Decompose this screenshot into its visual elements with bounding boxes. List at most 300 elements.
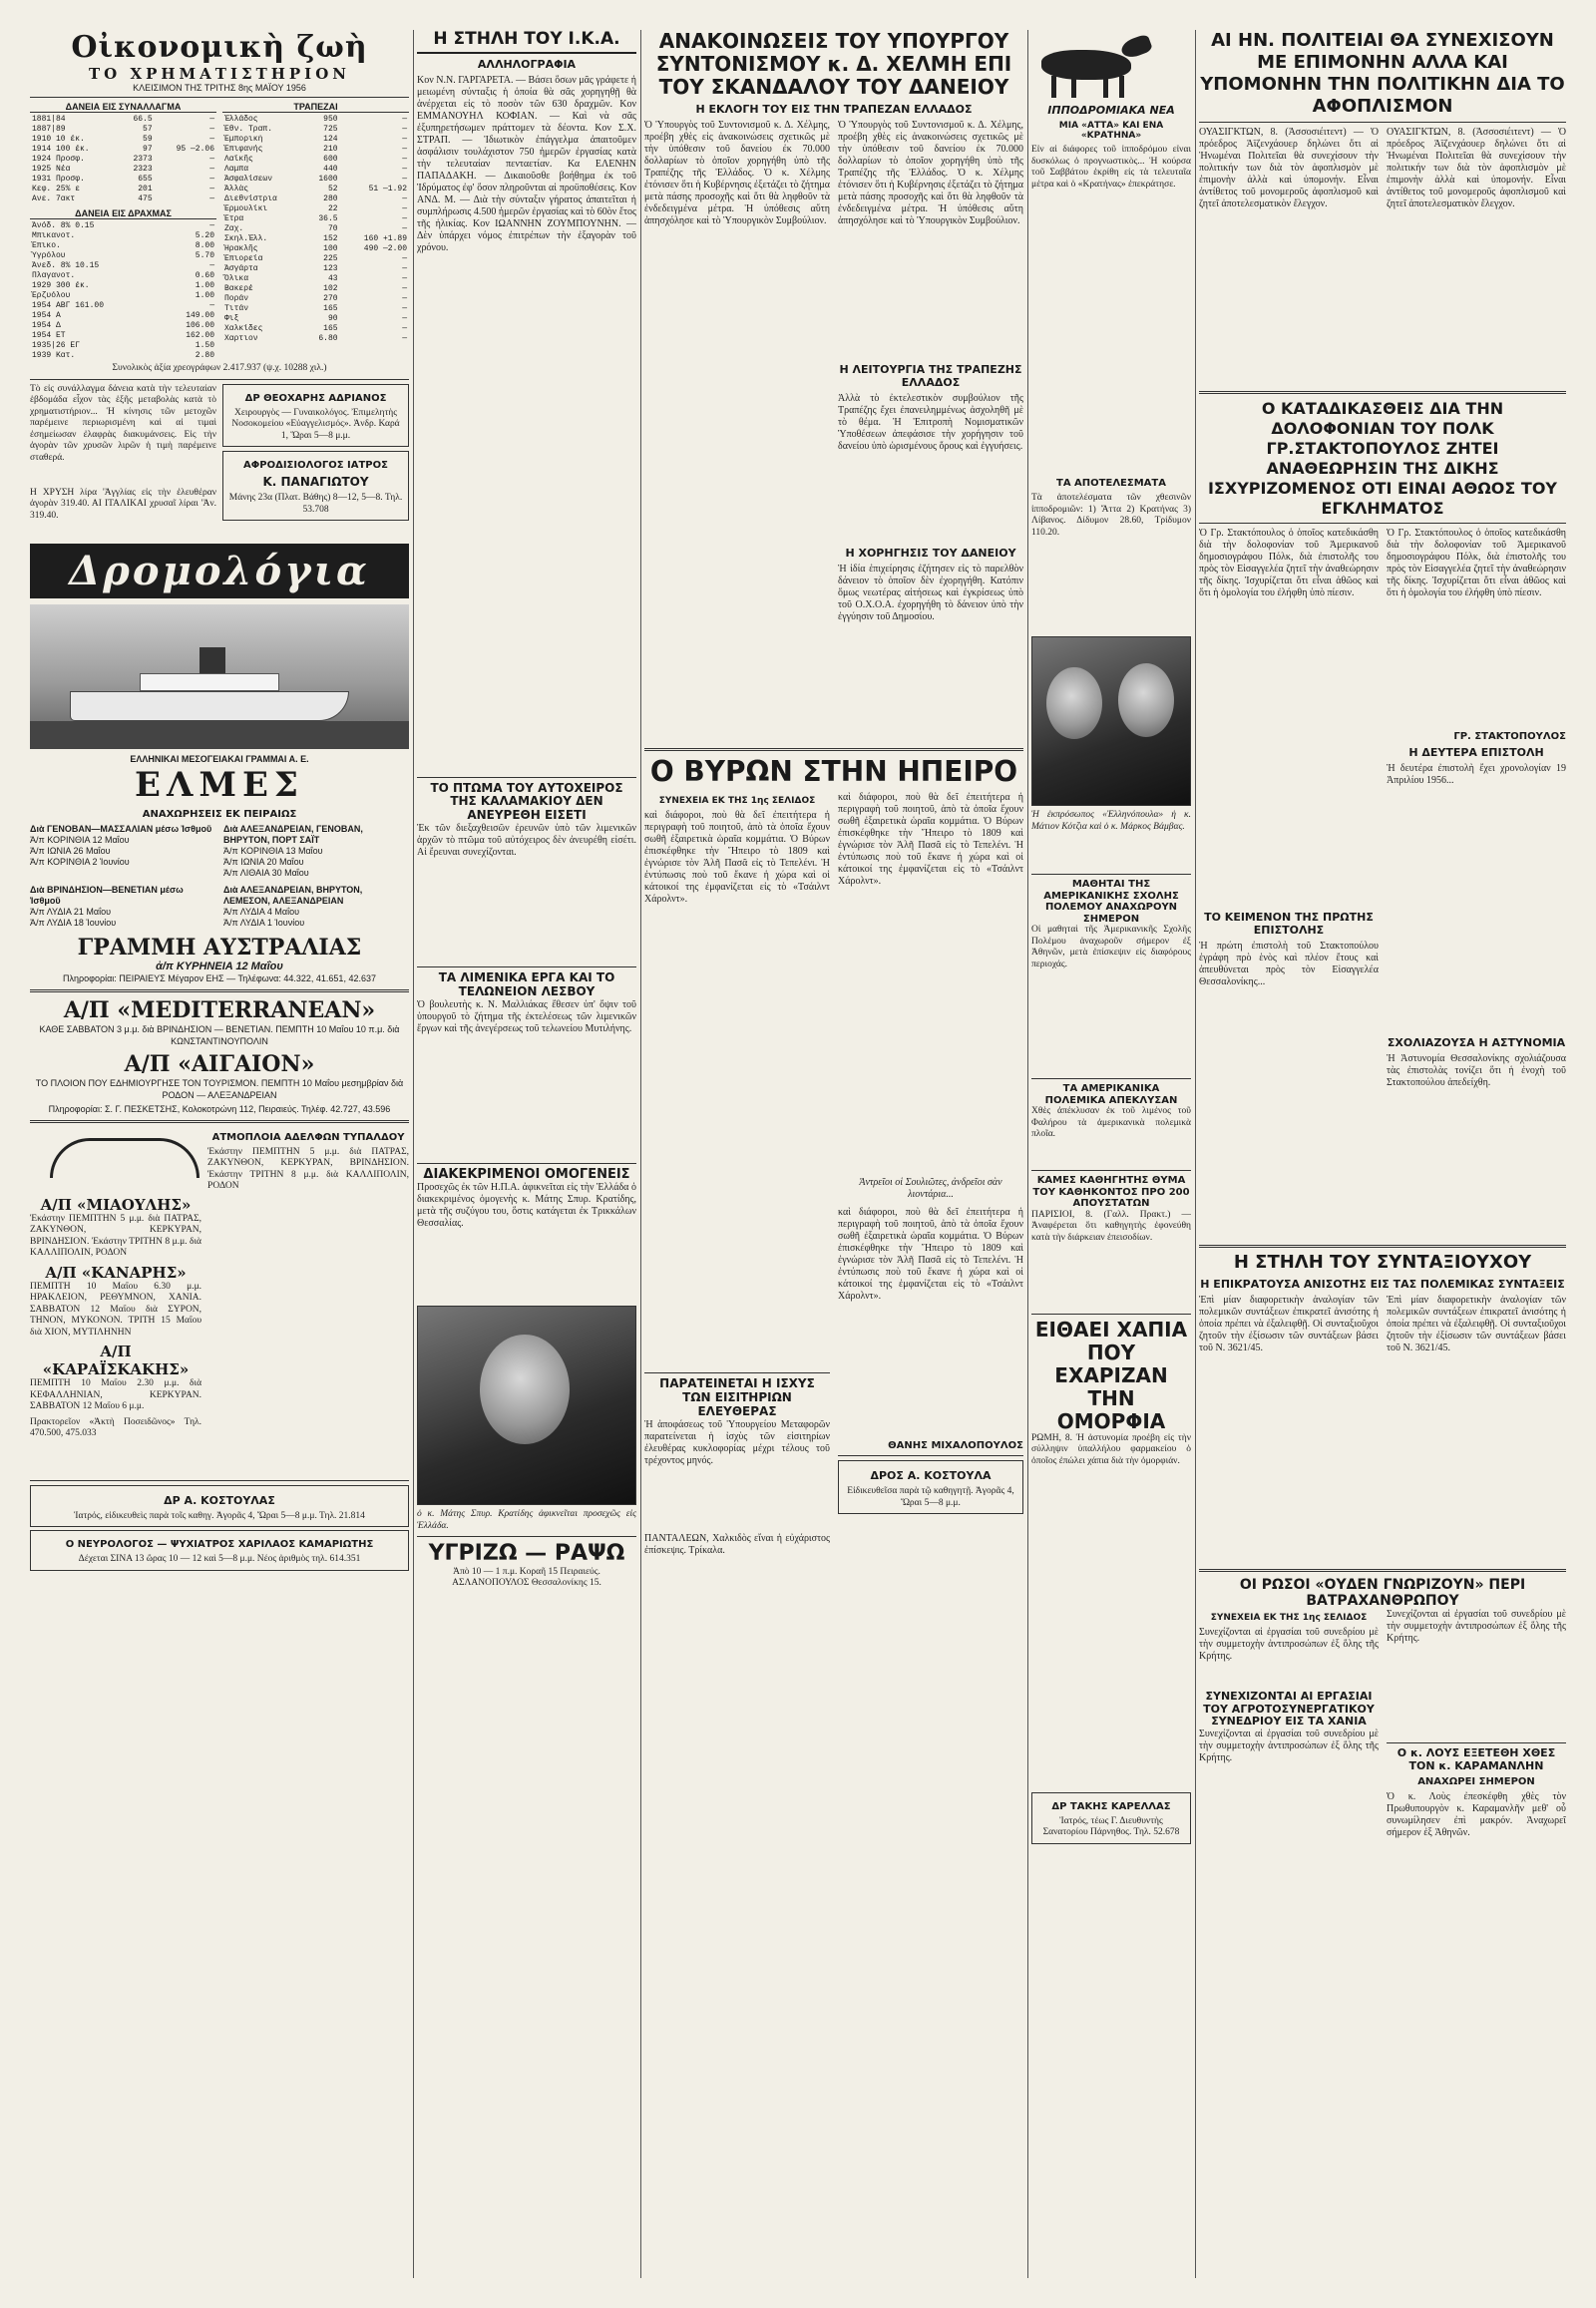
column-divider bbox=[1027, 30, 1028, 2278]
market-cell: 52 bbox=[327, 185, 338, 193]
loans-fx-table bbox=[30, 115, 216, 204]
market-row bbox=[30, 311, 216, 321]
market-row bbox=[222, 135, 409, 145]
police-comment-body: Ἡ Ἀστυνομία Θεσσαλονίκης σχολιάζουσα τὰς ἐπιστολὰς τονίζει ὅτι ἡ ἐνοχὴ τοῦ Στακτοπούλου ἀπεδείχθη. bbox=[1387, 1053, 1566, 1088]
market-cell: Ποράν bbox=[224, 294, 249, 303]
doctor-ad-karellas bbox=[1031, 1792, 1191, 1844]
market-total: Συνολικὸς ἀξία χρεογράφων 2.417.937 (ψ.χ. 10288 χιλ.) bbox=[112, 363, 327, 373]
market-cell: Ἐτρα bbox=[224, 214, 244, 223]
section-subhead: Η ΛΕΙΤΟΥΡΓΙΑ ΤΗΣ ΤΡΑΠΕΖΗΣ ΕΛΛΑΔΟΣ bbox=[839, 363, 1022, 389]
doctor-details: Ἰατρός, τέως Γ. Διευθυντὴς Σανατορίου Πάρνηθος. Τηλ. 52.678 bbox=[1042, 1815, 1180, 1837]
market-row bbox=[30, 281, 216, 291]
article-title: ΤΑ ΛΙΜΕΝΙΚΑ ΕΡΓΑ ΚΑΙ ΤΟ ΤΕΛΩΝΕΙΟΝ ΛΕΣΒΟΥ bbox=[438, 969, 615, 998]
market-cell: 1.00 bbox=[195, 281, 214, 290]
market-cell: 1887|89 bbox=[32, 125, 66, 134]
market-cell: — bbox=[402, 264, 407, 273]
article-body: Ἐκ τῶν διεξαχθεισῶν ἐρευνῶν ὑπὸ τῶν λιμενικῶν ἀρχῶν τὸ πτῶμα τοῦ αὐτόχειρος δὲν ἀνευρέθη εἰσέτι. Αἱ ἔρευναι συνεχίζονται. bbox=[417, 822, 636, 858]
market-cell: 43 bbox=[327, 274, 338, 283]
poem-excerpt: Ἀντρεῖοι οἱ Σουλιῶτες, ἀνδρεῖοι σὰν λιοντάρια... bbox=[859, 1177, 1002, 1201]
market-cell: 2.80 bbox=[195, 351, 214, 360]
market-cell: 1939 Κατ. bbox=[32, 351, 76, 360]
market-cell: Βακερέ bbox=[224, 284, 253, 293]
column-world-news bbox=[1199, 30, 1566, 2278]
market-cell: 22 bbox=[327, 204, 338, 213]
article-body: Ἡ ἀποφάσεως τοῦ Ὑπουργείου Μεταφορῶν παρατείνεται ἡ ἰσχὺς τῶν εἰσιτηρίων ἐλευθέρας κυκλοφορίας μέχρι τέλους τοῦ τρέχοντος μηνός. bbox=[644, 1418, 830, 1466]
aigaion-ship-title: Α/Π «ΑΙΓΑΙΟΝ» bbox=[124, 1050, 315, 1077]
typaldos-company: ΑΤΜΟΠΛΟΙΑ ΑΔΕΛΦΩΝ ΤΥΠΑΛΔΟΥ bbox=[211, 1131, 405, 1143]
market-cell: 1954 ΑΒΓ 161.00 bbox=[32, 301, 105, 310]
market-cell: 1.50 bbox=[195, 341, 214, 350]
route-line: Ἀ/π ΙΩΝΙΑ 26 Μαΐου bbox=[30, 845, 111, 856]
russia-frogman-headline: ΟΙ ΡΩΣΟΙ «ΟΥΔΕΝ ΓΝΩΡΙΖΟΥΝ» ΠΕΡΙ ΒΑΤΡΑΧΑΝΘΡΩΠΟΥ bbox=[1239, 1576, 1526, 1609]
market-row bbox=[30, 115, 216, 125]
doctor-name: ΔΡΟΣ Α. ΚΟΣΤΟΥΛΑ bbox=[870, 1469, 992, 1483]
market-cell: — bbox=[209, 115, 214, 124]
results-body: Τὰ ἀποτελέσματα τῶν χθεσινῶν ἱπποδρομιῶν: 1) Ἄττα 2) Κρατήνας 3) Λίβανος. Δίδυμον 28.60, Τρίδυμον 110.20. bbox=[1031, 493, 1191, 538]
us-disarmament-headline: ΑΙ ΗΝ. ΠΟΛΙΤΕΙΑΙ ΘΑ ΣΥΝΕΧΙΣΟΥΝ ΜΕ ΕΠΙΜΟΝΗΝ ΑΛΛΑ ΚΑΙ ΥΠΟΜΟΝΗΝ ΤΗΝ ΠΟΛΙΤΙΚΗΝ ΔΙΑ ΤΟ ΑΦΟΠΛΙΣΜΟΝ bbox=[1200, 30, 1565, 117]
market-cell: 1954 Δ bbox=[32, 321, 61, 330]
column-economy-and-shipping bbox=[30, 30, 409, 2278]
market-cell: Λαμπα bbox=[224, 165, 249, 174]
market-cell: 1925 Νέα bbox=[32, 165, 71, 174]
mediterranean-schedule: ΚΑΘΕ ΣΑΒΒΑΤΟΝ 3 μ.μ. διὰ ΒΡΙΝΔΗΣΙΟΝ — ΒΕΝΕΤΙΑΝ. ΠΕΜΠΤΗ 10 Μαΐου 10 π.μ. διὰ ΚΩΝΣΤΑΝΤΙΝΟΥΠΟΛΙΝ bbox=[39, 1023, 400, 1046]
main-subheadline: Η ΕΚΛΟΓΗ ΤΟΥ ΕΙΣ ΤΗΝ ΤΡΑΠΕΖΑΝ ΕΛΛΑΔΟΣ bbox=[695, 103, 973, 116]
market-cell: 475 bbox=[138, 194, 153, 203]
market-row bbox=[30, 231, 216, 241]
loans-drachma-caption: ΔΑΝΕΙΑ ΕΙΣ ΔΡΑΧΜΑΣ bbox=[30, 208, 216, 219]
route-schedule-2 bbox=[30, 885, 409, 929]
market-cell: Ἐπιφανής bbox=[224, 145, 263, 154]
ship-photo bbox=[30, 604, 409, 749]
market-row bbox=[30, 165, 216, 175]
market-row bbox=[222, 324, 409, 334]
market-cell: Ἐπικο. bbox=[32, 241, 61, 250]
aigaion-schedule: ΤΟ ΠΛΟΙΟΝ ΠΟΥ ΕΔΗΜΙΟΥΡΓΗΣΕ ΤΟΝ ΤΟΥΡΙΣΜΟΝ. ΠΕΜΠΤΗ 10 Μαΐου μεσημβρίαν διὰ ΡΟΔΟΝ — ΑΛΕΞΑΝΔΡΕΙΑΝ bbox=[35, 1077, 404, 1100]
pensioner-column-body: Ἐπὶ μίαν διαφορετικὴν ἀναλογίαν τῶν πολεμικῶν συντάξεων ἐπικρατεῖ ἀνισότης ἡ ὁποία πρέπει νὰ ἐξαλειφθῇ. Οἱ συνταξιοῦχοι ζητοῦν τὴν ἐξίσωσιν τῶν συντάξεων βάσει τοῦ Ν. 3621/45. bbox=[1199, 1294, 1379, 1353]
market-cell: — bbox=[402, 284, 407, 293]
route-line: Ἀ/π ΛΥΔΙΑ 1 Ἰουνίου bbox=[223, 917, 305, 928]
banks-table bbox=[222, 115, 409, 344]
market-cell: 2323 bbox=[133, 165, 153, 174]
market-row bbox=[30, 351, 216, 361]
doctor-ad-kostoula bbox=[838, 1460, 1023, 1514]
market-cell: Ἀνεδ. 8% 10.15 bbox=[32, 261, 100, 270]
market-cell: 165 bbox=[323, 324, 338, 333]
typaldos-schedule-text: Ἐκάστην ΠΕΜΠΤΗΝ 5 μ.μ. διὰ ΠΑΤΡΑΣ, ΖΑΚΥΝΘΟΝ, ΚΕΡΚΥΡΑΝ, ΒΡΙΝΔΗΣΙΟΝ. Ἐκάστην ΤΡΙΤΗΝ 8 μ.μ. διὰ ΚΑΛΛΙΠΟΛΙΝ, ΡΟΔΟΝ bbox=[207, 1146, 409, 1191]
market-cell: 6.80 bbox=[318, 334, 338, 343]
market-cell: 600 bbox=[323, 155, 338, 164]
doctor-ad-kamariotis bbox=[30, 1530, 409, 1571]
market-cell: 1935|26 ΕΓ bbox=[32, 341, 81, 350]
karamanlis-headline: Ο κ. ΛΟΥΣ ΕΞΕΤΕΘΗ ΧΘΕΣ ΤΟΝ κ. ΚΑΡΑΜΑΝΛΗΝ bbox=[1396, 1745, 1556, 1772]
article-body: Οἱ μαθηταὶ τῆς Ἀμερικανικῆς Σχολῆς Πολέμου ἀναχωροῦν σήμερον ἐξ Ἀθηνῶν, μετὰ ἐπίσκεψιν εἰς διαφόρους περιοχάς. bbox=[1031, 925, 1191, 969]
market-row bbox=[222, 294, 409, 304]
route-line: Ἀ/π ΙΩΝΙΑ 20 Μαΐου bbox=[223, 856, 304, 867]
market-cell: 280 bbox=[323, 194, 338, 203]
doctor-name: Ο ΝΕΥΡΟΛΟΓΟΣ — ΨΥΧΙΑΤΡΟΣ ΧΑΡΙΛΑΟΣ ΚΑΜΑΡΙΩΤΗΣ bbox=[65, 1539, 374, 1550]
main-headline: ΑΝΑΚΟΙΝΩΣΕΙΣ ΤΟΥ ΥΠΟΥΡΓΟΥ ΣΥΝΤΟΝΙΣΜΟΥ κ. Δ. ΧΕΛΜΗ ΕΠΙ ΤΟΥ ΣΚΑΝΔΑΛΟΥ ΤΟΥ ΔΑΝΕΙΟΥ bbox=[655, 30, 1012, 99]
market-row bbox=[222, 194, 409, 204]
market-row bbox=[222, 304, 409, 314]
market-cell: Ἐρζυόλου bbox=[32, 291, 71, 300]
route-schedule bbox=[30, 824, 409, 879]
market-row bbox=[222, 214, 409, 224]
market-cell: Ἀσφαλίσεων bbox=[224, 175, 273, 184]
market-cell: 95 —2.06 bbox=[176, 145, 214, 154]
conference-headline: ΣΥΝΕΧΙΖΟΝΤΑΙ ΑΙ ΕΡΓΑΣΙΑΙ ΤΟΥ ΑΓΡΟΤΟΣΥΝΕΡΓΑΤΙΚΟΥ ΣΥΝΕΔΡΙΟΥ ΕΙΣ ΤΑ ΧΑΝΙΑ bbox=[1203, 1689, 1375, 1729]
market-cell: Πλαγανοτ. bbox=[32, 271, 76, 280]
market-cell: — bbox=[402, 314, 407, 323]
article-title: ΔΙΑΚΕΚΡΙΜΕΝΟΙ ΟΜΟΓΕΝΕΙΣ bbox=[423, 1166, 630, 1182]
market-cell: 97 bbox=[143, 145, 153, 154]
market-cell: 5.70 bbox=[195, 251, 214, 260]
letter-signature: ΓΡ. ΣΤΑΚΤΟΠΟΥΛΟΣ bbox=[1453, 731, 1566, 742]
second-letter-body: Ἡ δευτέρα ἐπιστολὴ ἔχει χρονολογίαν 19 Ἀπριλίου 1956... bbox=[1387, 763, 1566, 786]
market-row bbox=[222, 145, 409, 155]
russia-frogman-body-cont: Συνεχίζονται αἱ ἐργασίαι τοῦ συνεδρίου μὲ τὴν συμμετοχὴν ἀντιπροσώπων ἐξ ὅλης τῆς Κρήτης. bbox=[1387, 1608, 1566, 1644]
route-line: Διὰ ΒΡΙΝΔΗΣΙΟΝ—ΒΕΝΕΤΙΑΝ μέσω Ἰσθμοῦ bbox=[30, 884, 184, 906]
market-row bbox=[30, 321, 216, 331]
market-cell: 225 bbox=[323, 254, 338, 263]
market-cell: — bbox=[402, 254, 407, 263]
conference-body: Συνεχίζονται αἱ ἐργασίαι τοῦ συνεδρίου μὲ τὴν συμμετοχὴν ἀντιπροσώπων ἐξ ὅλης τῆς Κρήτης. bbox=[1199, 1728, 1379, 1763]
us-disarmament-body: ΟΥΑΣΙΓΚΤΩΝ, 8. (Ἀσσοσιέιτεντ) — Ὁ πρόεδρος Ἀϊζενχάουερ δηλώνει ὅτι αἱ Ἡνωμέναι Πολιτεῖαι θὰ συνεχίσουν τὴν πολιτικήν των διὰ τὸν ἀφοπλισμὸν μὲ ἐπιμονὴν ἀλλὰ καὶ ὑπομονήν. Εἶναι ἀντίθετος τοῦ μονομεροῦς ἀφοπλισμοῦ καὶ ζητεῖ ἀποτελεσματικὸν ἔλεγχον. bbox=[1199, 127, 1379, 209]
market-cell: — bbox=[209, 194, 214, 203]
market-cell: 106.00 bbox=[186, 321, 214, 330]
market-cell: 152 bbox=[323, 234, 338, 243]
market-cell: — bbox=[402, 115, 407, 124]
market-cell: 160 +1.89 bbox=[363, 234, 407, 243]
market-cell: Ἐρμουλίκι bbox=[224, 204, 268, 213]
doctor-name: Κ. ΠΑΝΑΓΙΩΤΟΥ bbox=[262, 475, 369, 489]
route-line: Ἀ/π ΛΥΔΙΑ 18 Ἰουνίου bbox=[30, 917, 117, 928]
article-body: ΡΩΜΗ, 8. Ἡ ἀστυνομία προέβη εἰς τὴν σύλληψιν ὑπαλλήλου φαρμακείου ὁ ὁποῖος ἐπώλει χάπια διὰ τὴν ὀμορφιάν. bbox=[1031, 1432, 1191, 1466]
article-body: ΠΑΡΙΣΙΟΙ, 8. (Γαλλ. Πρακτ.) — Ἀναφέρεται ὅτι καθηγητὴς ἐφονεύθη κατὰ τὴν διάρκειαν ἐπεισοδίων. bbox=[1031, 1209, 1191, 1243]
ad-title: ΥΓΡΙΖΩ — ΡΑΨΩ bbox=[428, 1541, 625, 1567]
agents-info: Πληροφορίαι: ΠΕΙΡΑΙΕΥΣ Μέγαρον ΕΗΣ — Τηλέφωνα: 44.322, 41.651, 42.637 bbox=[63, 972, 376, 983]
market-cell: Τιτάν bbox=[224, 304, 249, 313]
route-line: Ἀ/π ΚΟΡΙΝΘΙΑ 13 Μαΐου bbox=[223, 845, 323, 856]
market-cell: 270 bbox=[323, 294, 338, 303]
pensioner-column-body-cont: Ἐπὶ μίαν διαφορετικὴν ἀναλογίαν τῶν πολεμικῶν συντάξεων ἐπικρατεῖ ἀνισότης ἡ ὁποία πρέπει νὰ ἐξαλειφθῇ. Οἱ συνταξιοῦχοι ζητοῦν τὴν ἐξίσωσιν τῶν συντάξεων βάσει τοῦ Ν. 3621/45. bbox=[1387, 1294, 1566, 1353]
stock-exchange-title: ΤΟ ΧΡΗΜΑΤΙΣΤΗΡΙΟΝ bbox=[89, 65, 350, 83]
market-cell: Ὄλικα bbox=[224, 274, 249, 283]
market-cell: — bbox=[402, 214, 407, 223]
market-cell: 0.60 bbox=[195, 271, 214, 280]
market-row bbox=[222, 155, 409, 165]
column-divider bbox=[640, 30, 641, 2278]
continued-note: ΣΥΝΕΧΕΙΑ ΕΚ ΤΗΣ 1ης ΣΕΛΙΔΟΣ bbox=[1210, 1612, 1368, 1623]
market-cell: — bbox=[402, 274, 407, 283]
market-cell: 66.5 bbox=[133, 115, 153, 124]
personal-notice: ΠΑΝΤΑΛΕΩΝ, Χαλκιδὸς εἴναι ἡ εὐχάριστος ἐπίσκεψις. Τρίκαλα. bbox=[644, 1532, 830, 1556]
market-row bbox=[30, 341, 216, 351]
market-cell: 90 bbox=[327, 314, 338, 323]
market-cell: — bbox=[209, 261, 214, 270]
polk-case-headline: Ο ΚΑΤΑΔΙΚΑΣΘΕΙΣ ΔΙΑ ΤΗΝ ΔΟΛΟΦΟΝΙΑΝ ΤΟΥ ΠΟΛΚ ΓΡ.ΣΤΑΚΤΟΠΟΥΛΟΣ ΖΗΤΕΙ ΑΝΑΘΕΩΡΗΣΙΝ ΤΗΣ ΔΙΚΗΣ ΙΣΧΥΡΙΖΟΜΕΝΟΣ ΟΤΙ ΕΙΝΑΙ ΑΘΩΟΣ ΤΟΥ ΕΓΚΛΗΜΑΤΟΣ bbox=[1207, 399, 1558, 518]
market-cell: Ἐθν. Τραπ. bbox=[224, 125, 273, 134]
column-sports-misc bbox=[1031, 30, 1191, 2278]
pensioner-column-title: Η ΣΤΗΛΗ ΤΟΥ ΣΥΝΤΑΞΙΟΥΧΟΥ bbox=[1233, 1252, 1532, 1273]
market-tables bbox=[30, 102, 409, 361]
market-row bbox=[222, 314, 409, 324]
column-divider bbox=[1195, 30, 1196, 2278]
market-cell: 100 bbox=[323, 244, 338, 253]
market-cell: Ἡρακλῆς bbox=[224, 244, 258, 253]
departures-heading: ΑΝΑΧΩΡΗΣΕΙΣ ΕΚ ΠΕΙΡΑΙΩΣ bbox=[142, 808, 297, 820]
market-cell: — bbox=[402, 194, 407, 203]
market-cell: — bbox=[402, 324, 407, 333]
us-disarmament-body-cont: ΟΥΑΣΙΓΚΤΩΝ, 8. (Ἀσσοσιέιτεντ) — Ὁ πρόεδρος Ἀϊζενχάουερ δηλώνει ὅτι αἱ Ἡνωμέναι Πολιτεῖαι θὰ συνεχίσουν τὴν πολιτικήν των διὰ τὸν ἀφοπλισμὸν μὲ ἐπιμονὴν ἀλλὰ καὶ ὑπομονήν. Εἶναι ἀντίθετος τοῦ μονομεροῦς ἀφοπλισμοῦ καὶ ζητεῖ ἀποτελεσματικὸν ἔλεγχον. bbox=[1387, 127, 1566, 209]
couple-photo bbox=[1031, 636, 1191, 806]
doctor-details: Μάνης 23α (Πλατ. Βάθης) 8—12, 5—8. Τηλ. 53.708 bbox=[228, 493, 403, 515]
market-cell: 201 bbox=[138, 185, 153, 193]
byron-article-body-cont: καὶ διάφοροι, ποὺ θὰ δεῖ ἐπειτήτερα ἡ περιγραφὴ τοῦ ποιητοῦ, ἀπὸ τὰ ὁποῖα ἔχουν σωθῆ ἐξαιρετικὰ ὡραῖα κομμάτια. Ὁ Βύρων ἐπισκέφθηκε τὴν Ἤπειρο τὸ 1809 καὶ ἐγνώρισε τὸν Ἀλῆ Πασᾶ εἰς τὸ Τεπελένι. Ἡ ἐντύπωσις ποὺ τοῦ ἔκανε ἡ χώρα καὶ οἱ κάτοικοί της ἐμφανίζεται εἰς τὸ «Τσάιλντ Χάρολντ». bbox=[838, 792, 1023, 888]
market-cell: Ἀνόδ. 8% 0.15 bbox=[32, 221, 95, 230]
market-row bbox=[222, 274, 409, 284]
ika-subtitle: ΑΛΛΗΛΟΓΡΑΦΙΑ bbox=[477, 57, 577, 71]
market-row bbox=[222, 175, 409, 185]
route-line: Ἀ/π ΛΥΔΙΑ 4 Μαΐου bbox=[223, 906, 300, 917]
shipping-company-name: ΕΛΛΗΝΙΚΑΙ ΜΕΣΟΓΕΙΑΚΑΙ ΓΡΑΜΜΑΙ Α. Ε. bbox=[130, 753, 309, 764]
market-cell: 2373 bbox=[133, 155, 153, 164]
market-cell: Λαϊκῆς bbox=[224, 155, 253, 164]
market-cell: 1954 ΕΤ bbox=[32, 331, 66, 340]
market-cell: 36.5 bbox=[318, 214, 338, 223]
doctor-details: Ἰατρός, εἰδικευθεὶς παρὰ τοῖς καθηγ. Ἀγορᾶς 4, Ὥραι 5—8 μ.μ. Τηλ. 21.814 bbox=[74, 1510, 365, 1521]
agency-info: Πρακτορεῖον «Ἀκτὴ Ποσειδῶνος» Τηλ. 470.500, 475.033 bbox=[30, 1416, 202, 1438]
polk-case-body-cont: Ὁ Γρ. Στακτόπουλος ὁ ὁποῖος κατεδικάσθη διὰ τὴν δολοφονίαν τοῦ Ἀμερικανοῦ δημοσιογράφου Πόλκ, διὰ ἐπιστολῆς του πρὸς τὸν Εἰσαγγελέα ζητεῖ τὴν ἀναθεώρησιν τῆς δίκης. Ἰσχυρίζεται ὅτι εἶναι ἀθῶος καὶ ὅτι ἡ ὁμολογία του ἐλήφθη ὑπὸ πίεσιν. bbox=[1387, 528, 1566, 598]
kanaris-schedule: ΠΕΜΠΤΗ 10 Μαΐου 6.30 μ.μ. ΗΡΑΚΛΕΙΟΝ, ΡΕΘΥΜΝΟΝ, ΧΑΝΙΑ. ΣΑΒΒΑΤΟΝ 12 Μαΐου διὰ ΣΥΡΟΝ, ΤΗΝΟΝ, ΜΥΚΟΝΟΝ. ΤΡΙΤΗ 15 Μαΐου διὰ ΧΙΟΝ, ΜΥΤΙΛΗΝΗΝ bbox=[30, 1281, 202, 1338]
market-cell: 123 bbox=[323, 264, 338, 273]
man-portrait-photo bbox=[417, 1306, 636, 1505]
horse-racing-title: ΙΠΠΟΔΡΟΜΙΑΚΑ ΝΕΑ bbox=[1047, 104, 1175, 117]
market-cell: — bbox=[402, 125, 407, 134]
ika-column-title: Η ΣΤΗΛΗ ΤΟΥ Ι.Κ.Α. bbox=[417, 30, 636, 54]
market-row bbox=[222, 115, 409, 125]
market-cell: Χαλκίδες bbox=[224, 324, 263, 333]
market-row bbox=[30, 241, 216, 251]
market-row bbox=[30, 145, 216, 155]
market-row bbox=[222, 185, 409, 194]
article-title: ΤΟ ΠΤΩΜΑ ΤΟΥ ΑΥΤΟΧΕΙΡΟΣ ΤΗΣ ΚΑΛΑΜΑΚΙΟΥ ΔΕΝ ΑΝΕΥΡΕΘΗ ΕΙΣΕΤΙ bbox=[430, 780, 623, 823]
route-line: Ἀ/π ΛΥΔΙΑ 21 Μαΐου bbox=[30, 906, 112, 917]
article-title: ΠΑΡΑΤΕΙΝΕΤΑΙ Η ΙΣΧΥΣ ΤΩΝ ΕΙΣΙΤΗΡΙΩΝ ΕΛΕΥΘΕΡΑΣ bbox=[659, 1376, 815, 1418]
market-cell: 51 —1.92 bbox=[368, 185, 407, 193]
doctor-name: ΔΡ ΘΕΟΧΑΡΗΣ ΑΔΡΙΑΝΟΣ bbox=[244, 392, 387, 404]
route-line: Ἀ/π ΛΙΘΑΙΑ 30 Μαΐου bbox=[223, 867, 309, 878]
market-cell: Ἑλλάδος bbox=[224, 115, 258, 124]
market-cell: 490 —2.00 bbox=[363, 244, 407, 253]
market-row bbox=[222, 125, 409, 135]
market-cell: — bbox=[402, 224, 407, 233]
doctor-details: Εἰδικευθεῖσα παρὰ τῷ καθηγητῇ. Ἀγορᾶς 4, Ὥραι 5—8 μ.μ. bbox=[847, 1486, 1014, 1508]
market-cell: 1910 10 έκ. bbox=[32, 135, 85, 144]
doctor-specialty: ΑΦΡΟΔΙΣΙΟΛΟΓΟΣ ΙΑΤΡΟΣ bbox=[243, 460, 388, 471]
market-cell: — bbox=[209, 301, 214, 310]
article-title: ΜΑΘΗΤΑΙ ΤΗΣ ΑΜΕΡΙΚΑΝΙΚΗΣ ΣΧΟΛΗΣ ΠΟΛΕΜΟΥ ΑΝΑΧΩΡΟΥΝ ΣΗΜΕΡΟΝ bbox=[1043, 879, 1179, 925]
article-body: Ὁ βουλευτὴς κ. Ν. Μαλλιάκας ἔθεσεν ὑπ' ὄψιν τοῦ ὑπουργοῦ τὸ ζήτημα τῆς ἐκτελέσεως τῶν λιμενικῶν ἔργων καὶ τῆς ἀνεγέρσεως τοῦ τελωνείου Μυτιλήνης. bbox=[417, 998, 636, 1034]
market-cell: 1.00 bbox=[195, 291, 214, 300]
australia-line-title: ΓΡΑΜΜΗ ΑΥΣΤΡΑΛΙΑΣ bbox=[77, 934, 362, 961]
market-cell: — bbox=[402, 294, 407, 303]
section-body: Ἡ ἰδία ἐπιχείρησις ἐζήτησεν εἰς τὸ παρελθὸν δάνειον τὸ ὁποῖον δὲν ἐχορηγήθη. Κατόπιν ὅμως νεωτέρας αἰτήσεως καὶ ἐγκρίσεως ὑπὸ τοῦ Ο.Χ.Ο.Α. ἐχορηγήθη τὸ δάνειον ὑπὸ τὴν ἐγγύησιν τοῦ Δημοσίου. bbox=[838, 564, 1023, 622]
market-cell: 57 bbox=[143, 125, 153, 134]
doctor-name: ΔΡ Α. ΚΟΣΤΟΥΛΑΣ bbox=[164, 1493, 275, 1507]
schedules-banner: Δρομολόγια bbox=[30, 544, 409, 598]
market-cell: 70 bbox=[327, 224, 338, 233]
byron-headline: Ο ΒΥΡΩΝ ΣΤΗΝ ΗΠΕΙΡΟ bbox=[649, 755, 1018, 788]
market-cell: — bbox=[209, 165, 214, 174]
horse-jockey-drawing bbox=[1031, 30, 1191, 100]
banks-caption: ΤΡΑΠΕΖΑΙ bbox=[222, 102, 409, 113]
market-cell: — bbox=[402, 165, 407, 174]
column-divider bbox=[413, 30, 414, 2278]
column-main-news bbox=[644, 30, 1023, 2278]
market-cell: 1929 300 έκ. bbox=[32, 281, 90, 290]
article-body: Χθὲς ἀπέκλυσαν ἐκ τοῦ λιμένος τοῦ Φαλήρου τὰ ἀμερικανικὰ πολεμικὰ πλοῖα. bbox=[1031, 1106, 1191, 1139]
market-cell: 440 bbox=[323, 165, 338, 174]
photo-caption: Ἡ ἐκπρόσωπος «Ἐλληνόπουλα» ἡ κ. Μάτιον Κότζια καὶ ὁ κ. Μάρκος Βάμβας. bbox=[1031, 810, 1191, 832]
market-row bbox=[30, 251, 216, 261]
market-cell: — bbox=[402, 145, 407, 154]
market-cell: 149.00 bbox=[186, 311, 214, 320]
ad-headline: ΕΙΘΑΕΙ ΧΑΠΙΑ ΠΟΥ ΕΧΑΡΙΖΑΝ ΤΗΝ ΟΜΟΡΦΙΑ bbox=[1034, 1317, 1188, 1433]
byron-article-body-end: καὶ διάφοροι, ποὺ θὰ δεῖ ἐπειτήτερα ἡ περιγραφὴ τοῦ ποιητοῦ, ἀπὸ τὰ ὁποῖα ἔχουν σωθῆ ἐξαιρετικὰ ὡραῖα κομμάτια. Ὁ Βύρων ἐπισκέφθηκε τὴν Ἤπειρο τὸ 1809 καὶ ἐγνώρισε τὸν Ἀλῆ Πασᾶ εἰς τὸ Τεπελένι. Ἡ ἐντύπωσις ποὺ τοῦ ἔκανε ἡ χώρα καὶ οἱ κάτοικοί της ἐμφανίζεται εἰς τὸ «Τσάιλντ Χάρολντ». bbox=[838, 1207, 1023, 1303]
market-cell: 165 bbox=[323, 304, 338, 313]
market-cell: — bbox=[402, 204, 407, 213]
letter-title: ΤΟ ΚΕΙΜΕΝΟΝ ΤΗΣ ΠΡΩΤΗΣ ΕΠΙΣΤΟΛΗΣ bbox=[1204, 911, 1374, 937]
market-row bbox=[222, 244, 409, 254]
karamanlis-body: Ὁ κ. Λοὺς ἐπεσκέφθη χθὲς τὸν Πρωθυπουργὸν κ. Καραμανλῆν μεθ' οὗ συνωμίλησεν ἐπὶ μακρόν. Ἀναχωρεῖ σήμερον ἐξ Ἀθηνῶν. bbox=[1387, 1791, 1566, 1839]
article-body: Προσεχῶς ἐκ τῶν Η.Π.Α. ἀφικνεῖται εἰς τὴν Ἑλλάδα ὁ διακεκριμένος ὁμογενὴς κ. Μάτης Σπυρ. Κρατίδης, μετὰ τῆς συζύγου του, ὅστις κατάγεται ἐκ Τρικκάλων Θεσσαλίας. bbox=[417, 1182, 636, 1230]
market-cell: — bbox=[209, 155, 214, 164]
market-cell: 1931 Προσφ. bbox=[32, 175, 85, 184]
karamanlis-subhead: ΑΝΑΧΩΡΕΙ ΣΗΜΕΡΟΝ bbox=[1417, 1776, 1535, 1788]
market-row bbox=[30, 125, 216, 135]
market-row bbox=[30, 331, 216, 341]
miaoulis-ship-title: Α/Π «ΜΙΑΟΥΛΗΣ» bbox=[40, 1195, 192, 1214]
market-row bbox=[222, 224, 409, 234]
market-cell: Ἐμπορικὴ bbox=[224, 135, 263, 144]
pensioner-column-subtitle: Η ΕΠΙΚΡΑΤΟΥΣΑ ΑΝΙΣΟΤΗΣ ΕΙΣ ΤΑΣ ΠΟΛΕΜΙΚΑΣ ΣΥΝΤΑΞΕΙΣ bbox=[1200, 1277, 1565, 1291]
horse-racing-subtitle: ΜΙΑ «ΑΤΤΑ» ΚΑΙ ΕΝΑ «ΚΡΑΤΗΝΑ» bbox=[1058, 121, 1164, 141]
russia-frogman-body: Συνεχίζονται αἱ ἐργασίαι τοῦ συνεδρίου μὲ τὴν συμμετοχὴν ἀντιπροσώπων ἐξ ὅλης τῆς Κρήτης. bbox=[1199, 1626, 1379, 1662]
photo-caption: ὁ κ. Μάτης Σπυρ. Κρατίδης ἀφικνεῖται προσεχῶς εἰς Ἑλλάδα. bbox=[417, 1509, 636, 1531]
doctor-name: ΔΡ ΤΑΚΗΣ ΚΑΡΕΛΛΑΣ bbox=[1051, 1800, 1171, 1812]
main-article-body-cont: Ὁ Ὑπουργὸς τοῦ Συντονισμοῦ κ. Δ. Χέλμης, προέβη χθὲς εἰς ἀνακοινώσεις σχετικῶς μὲ τὴν ὑπόθεσιν τοῦ δανείου ἐκ 70.000 δολλαρίων τὸ ὁποῖον χορηγήθη ὑπὸ τῆς Τραπέζης τῆς Ἑλλάδος. Ὁ κ. Χέλμης ἐτόνισεν ὅτι ἡ Κυβέρνησις ἐξετάζει τὸ ζήτημα μετὰ πάσης προσοχῆς καὶ ὅτι θὰ ληφθοῦν τὰ ἐνδεδειγμένα μέτρα. Ἡ ὑπόθεσις αὕτη ἀπησχόλησε καὶ τὸ Ὑπουργικὸν Συμβούλιον. bbox=[838, 120, 1023, 226]
karaiskakis-schedule: ΠΕΜΠΤΗ 10 Μαΐου 2.30 μ.μ. διὰ ΚΕΦΑΛΛΗΝΙΑΝ, ΚΕΡΚΥΡΑΝ. ΣΑΒΒΑΤΟΝ 12 Μαΐου 6 μ.μ. bbox=[30, 1378, 202, 1411]
market-cell: Ὑγρόλου bbox=[32, 251, 66, 260]
market-row bbox=[222, 204, 409, 214]
doctor-ad-panagiotou bbox=[222, 451, 409, 521]
market-row bbox=[30, 221, 216, 231]
market-cell: — bbox=[209, 185, 214, 193]
market-cell: — bbox=[209, 125, 214, 134]
route-line: Διὰ ΑΛΕΞΑΝΔΡΕΙΑΝ, ΓΕΝΟΒΑΝ, ΒΗΡΥΤΟΝ, ΠΟΡΤ ΣΑΪΤ bbox=[223, 823, 363, 845]
market-cell: 950 bbox=[323, 115, 338, 124]
market-row bbox=[30, 194, 216, 204]
market-row bbox=[222, 234, 409, 244]
column-ika bbox=[417, 30, 636, 2278]
polk-case-body: Ὁ Γρ. Στακτόπουλος ὁ ὁποῖος κατεδικάσθη διὰ τὴν δολοφονίαν τοῦ Ἀμερικανοῦ δημοσιογράφου Πόλκ, διὰ ἐπιστολῆς του πρὸς τὸν Εἰσαγγελέα ζητεῖ τὴν ἀναθεώρησιν τῆς δίκης. Ἰσχυρίζεται ὅτι εἶναι ἀθῶος καὶ ὅτι ἡ ὁμολογία του ἐλήφθη ὑπὸ πίεσιν. bbox=[1199, 528, 1379, 598]
continued-note: ΣΥΝΕΧΕΙΑ ΕΚ ΤΗΣ 1ης ΣΕΛΙΔΟΣ bbox=[658, 796, 816, 807]
article-title: ΚΑΜΕΣ ΚΑΘΗΓΗΤΗΣ ΘΥΜΑ ΤΟΥ ΚΑΘΗΚΟΝΤΟΣ ΠΡΟ 200 ΑΠΟΥΣΤΑΤΩΝ bbox=[1032, 1175, 1190, 1209]
ika-letters-body: Κον Ν.Ν. ΓΑΡΓΑΡΕΤΑ. — Βάσει ὅσων μᾶς γράφετε ἡ μειωμένη σύνταξις ἡ ὁποία θὰ σᾶς χορηγηθῇ θὰ ἀνέρχεται εἰς τὸ ποσὸν τῶν 630 δραχμῶν. Κον ΕΜΜΑΝΟΥΗΛ ΚΟΦΙΑΝ. — Καὶ νὰ σᾶς ἐξυπηρετήσωμεν πράττομεν τὰ δέοντα. Κον Σ.Χ. ΣΤΡΑΠ. — Ἰδιωτικὸν ἐπάγγελμα ἀπαιτοῦμεν ἀσφάλισιν τουλάχιστον 750 ἡμερῶν ἐργασίας κατὰ τὴν τελευταίαν πενταετίαν. Κα ΕΛΕΝΗΝ ΠΑΠΑΔΑΚΗ. — Δικαιοῦσθε βοήθημα ἐκ τοῦ Ἱδρύματος ἐφ' ὅσον πληροῦνται αἱ προϋποθέσεις. Κον ΑΝΔ. Μ. — Διὰ τὴν σύνταξιν γήρατος ἀπαιτεῖται ἡ συμπλήρωσις 4.500 ἡμερῶν ἐργασίας καὶ τὸ 60ὸν ἔτος τῆς ἡλικίας. Κον ΙΩΑΝΝΗΝ ΖΟΥΜΠΟΥΝΗΝ. — Δὲν ὑπάρχει νόμος ἐπιτρέπων τὴν ἐξαγορὰν τοῦ χρόνου. bbox=[417, 74, 636, 253]
market-row bbox=[30, 271, 216, 281]
market-cell: — bbox=[209, 175, 214, 184]
byron-author: ΘΑΝΗΣ ΜΙΧΑΛΟΠΟΥΛΟΣ bbox=[888, 1440, 1023, 1452]
market-cell: — bbox=[209, 135, 214, 144]
market-commentary: Τὸ εἰς συνάλλαγμα δάνεια κατὰ τὴν τελευταίαν ἑβδομάδα εἶχον τὰς ἑξῆς μεταβολὰς κατὰ τὸ χρηματιστήριον... Ἡ κίνησις τῶν μετοχῶν παρέμεινε περιωρισμένη καὶ αἱ τιμαὶ ἐσημείωσαν ἐλαφρὰς διακυμάνσεις. Εἰς τὴν ἀγορὰν τῶν χρυσῶν λιρῶν ἡ τιμὴ παρέμεινε σταθερά. bbox=[30, 383, 216, 463]
market-cell: Σκηλ.Ἑλλ. bbox=[224, 234, 268, 243]
market-row bbox=[30, 301, 216, 311]
doctor-ad-kostoulas bbox=[30, 1485, 409, 1528]
market-row bbox=[222, 334, 409, 344]
market-cell: Μπικανοτ. bbox=[32, 231, 76, 240]
market-cell: 1954 Α bbox=[32, 311, 61, 320]
route-line: Ἀ/π ΚΟΡΙΝΘΙΑ 2 Ἰουνίου bbox=[30, 856, 130, 867]
market-row bbox=[222, 284, 409, 294]
market-cell: 1600 bbox=[318, 175, 338, 184]
market-cell: 162.00 bbox=[186, 331, 214, 340]
mediterranean-ship-title: Α/Π «MEDITERRANEAN» bbox=[63, 996, 376, 1023]
australia-ship: ἀ/π ΚΥΡΗΝΕΙΑ 12 Μαΐου bbox=[156, 960, 283, 972]
market-cell: Φιξ bbox=[224, 314, 239, 323]
market-cell: Ζαχ. bbox=[224, 224, 244, 233]
market-row bbox=[222, 264, 409, 274]
market-cell: — bbox=[402, 135, 407, 144]
byron-article-body: καὶ διάφοροι, ποὺ θὰ δεῖ ἐπειτήτερα ἡ περιγραφὴ τοῦ ποιητοῦ, ἀπὸ τὰ ὁποῖα ἔχουν σωθῆ ἐξαιρετικὰ ὡραῖα κομμάτια. Ὁ Βύρων ἐπισκέφθηκε τὴν Ἤπειρο τὸ 1809 καὶ ἐγνώρισε τὸν Ἀλῆ Πασᾶ εἰς τὸ Τεπελένι. Ἡ ἐντύπωσις ποὺ τοῦ ἔκανε ἡ χώρα καὶ οἱ κάτοικοί της ἐμφανίζεται εἰς τὸ «Τσάιλντ Χάρολντ». bbox=[644, 810, 830, 906]
market-cell: 1924 Προσφ. bbox=[32, 155, 85, 164]
main-article-body: Ὁ Ὑπουργὸς τοῦ Συντονισμοῦ κ. Δ. Χέλμης, προέβη χθὲς εἰς ἀνακοινώσεις σχετικῶς μὲ τὴν ὑπόθεσιν τοῦ δανείου ἐκ 70.000 δολλαρίων τὸ ὁποῖον χορηγήθη ὑπὸ τῆς Τραπέζης τῆς Ἑλλάδος. Ὁ κ. Χέλμης ἐτόνισεν ὅτι ἡ Κυβέρνησις ἐξετάζει τὸ ζήτημα μετὰ πάσης προσοχῆς καὶ ὅτι θὰ ληφθοῦν τὰ ἐνδεδειγμένα μέτρα. Ἡ ὑπόθεσις αὕτη ἀπησχόλησε καὶ τὸ Ὑπουργικὸν Συμβούλιον. bbox=[644, 120, 830, 226]
market-cell: 1881|84 bbox=[32, 115, 66, 124]
horse-racing-body: Εἶν αἰ διάφορες τοῦ ἱπποδρόμου εἶναι δυσκόλως ὁ προγνωστικὸς... Ἡ κούρσα τοῦ Σαββάτου ἐκρίθη εἰς τὰ τελευταῖα μέτρα καὶ ὁ «Κρατήνας» ἐπεκράτησε. bbox=[1031, 145, 1191, 190]
market-cell: 102 bbox=[323, 284, 338, 293]
second-letter-title: Η ΔΕΥΤΕΡΑ ΕΠΙΣΤΟΛΗ bbox=[1408, 746, 1544, 759]
market-cell: Ἀσγάρτα bbox=[224, 264, 258, 273]
market-cell: Χαρτιον bbox=[224, 334, 258, 343]
route-line: Διὰ ΓΕΝΟΒΑΝ—ΜΑΣΣΑΛΙΑΝ μέσω Ἰσθμοῦ bbox=[30, 823, 212, 834]
letter-body: Ἡ πρώτη ἐπιστολὴ τοῦ Στακτοπούλου ἐγράφη πρὸ ἑνὸς καὶ πλέον ἔτους καὶ ἀπευθύνεται πρὸς τὸν Εἰσαγγελέα Θεσσαλονίκης... bbox=[1199, 941, 1379, 987]
loans-drachma-table bbox=[30, 221, 216, 361]
market-row bbox=[30, 291, 216, 301]
typaldos-logo bbox=[30, 1132, 201, 1192]
market-cell: — bbox=[402, 304, 407, 313]
gold-sovereign-line: Η ΧΡΥΣΗ λίρα 'Ἀγγλίας εἰς τὴν ἐλευθέραν ἀγορὰν 319.40. ΑΙ ΙΤΑΛΙΚΑΙ χρυσαῖ λίραι 'Ἀν. 319.40. bbox=[30, 487, 216, 521]
market-row bbox=[30, 261, 216, 271]
route-line: Ἀ/π ΚΟΡΙΝΘΙΑ 12 Μαΐου bbox=[30, 834, 130, 845]
loans-fx-caption: ΔΑΝΕΙΑ ΕΙΣ ΣΥΝΑΛΛΑΓΜΑ bbox=[30, 102, 216, 113]
stock-exchange-session: ΚΛΕΙΣΙΜΟΝ ΤΗΣ ΤΡΙΤΗΣ 8ης ΜΑΪΟΥ 1956 bbox=[133, 83, 306, 93]
market-cell: — bbox=[402, 175, 407, 184]
market-row bbox=[222, 254, 409, 264]
market-cell: 8.00 bbox=[195, 241, 214, 250]
market-cell: Διεθνίστρια bbox=[224, 194, 277, 203]
market-cell: 655 bbox=[138, 175, 153, 184]
miaoulis-schedule: Ἐκάστην ΠΕΜΠΤΗΝ 5 μ.μ. διὰ ΠΑΤΡΑΣ, ΖΑΚΥΝΘΟΝ, ΚΕΡΚΥΡΑΝ, ΒΡΙΝΔΗΣΙΟΝ. Ἐκάστην ΤΡΙΤΗΝ 8 μ.μ. διὰ ΚΑΛΛΙΠΟΛΙΝ, ΡΟΔΟΝ bbox=[30, 1213, 202, 1258]
police-comment-title: ΣΧΟΛΙΑΖΟΥΣΑ Η ΑΣΤΥΝΟΜΙΑ bbox=[1387, 1036, 1566, 1049]
newspaper-page bbox=[30, 30, 1566, 2278]
market-cell: 210 bbox=[323, 145, 338, 154]
market-row bbox=[30, 155, 216, 165]
market-cell: 1914 100 έκ. bbox=[32, 145, 90, 154]
market-cell: — bbox=[209, 221, 214, 230]
karaiskakis-ship-title: Α/Π «ΚΑΡΑΪΣΚΑΚΗΣ» bbox=[42, 1343, 190, 1378]
economy-section-title: Οἰκονομικὴ ζωὴ bbox=[71, 30, 368, 65]
market-cell: 124 bbox=[323, 135, 338, 144]
section-subhead: Η ΧΟΡΗΓΗΣΙΣ ΤΟΥ ΔΑΝΕΙΟΥ bbox=[845, 547, 1016, 560]
